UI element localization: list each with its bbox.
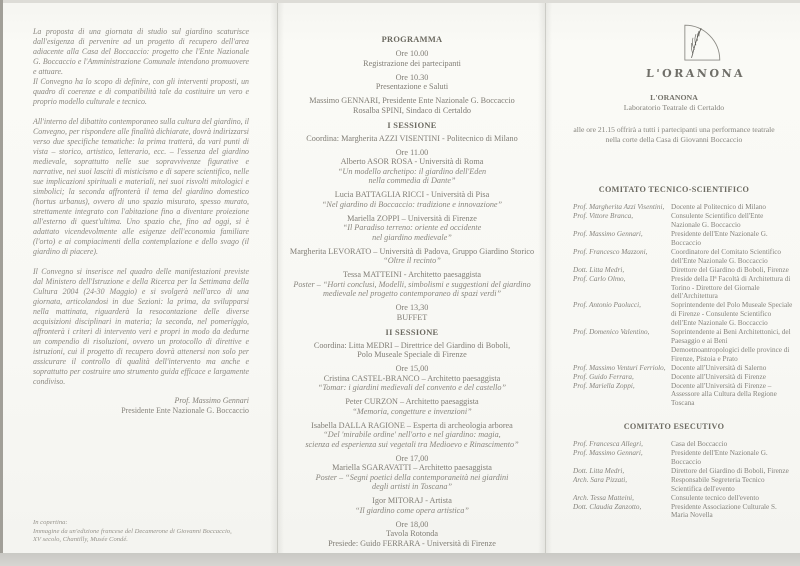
scan-edge-top	[0, 0, 800, 3]
committee-member-row	[554, 364, 794, 373]
program-line: “Tomar: i giardini medievali del convento e del castello”	[317, 383, 507, 392]
program-line: nel giardino medievale”	[372, 232, 452, 242]
cover-note-line1: Immagine da un'edizione francese del Decamerone di Giovanni Boccaccio,	[33, 527, 232, 535]
cover-note	[33, 519, 253, 545]
committee-member-role: Soprintendente ai Beni Architettonici, del Paesaggio e ai Beni Demoetnoantropologici delle province di Firenze, Pistoia e Prato	[671, 328, 791, 363]
program-line: Peter CURZON – Architetto paesaggista	[345, 397, 479, 406]
committee-member-row	[554, 382, 794, 409]
program-line: “Oltre il recinto”	[383, 256, 441, 265]
committee-member-role: Presidente dell'Ente Nazionale G. Boccaccio	[671, 230, 768, 247]
committee-member-role: Direttore del Giardino di Boboli, Firenze	[671, 265, 789, 274]
program-line: Tessa MATTEINI - Architetto paesaggista	[342, 270, 482, 279]
program-line: Polo Museale Speciale di Firenze	[357, 350, 467, 359]
committee-member-name: Prof. Margherita Azzi Visentini,	[573, 203, 665, 212]
committee-member-row	[554, 203, 794, 212]
committee-member-name: Prof. Massimo Gennari,	[573, 230, 643, 239]
committee-member-name: Prof. Guido Ferrara,	[573, 372, 634, 381]
committee-tecnico	[554, 185, 794, 408]
committee-member-row	[554, 266, 794, 275]
committee-member-row	[554, 212, 794, 230]
oranona-logo	[576, 22, 800, 82]
program-line: Tavola Rotonda	[386, 529, 438, 538]
program-line: Registrazione dei partecipanti	[363, 58, 461, 68]
oranona-note-line1: alle ore 21.15 offrirà a tutti i partecipanti una performance teatrale	[573, 125, 775, 135]
program-line: Ore 18,00	[395, 519, 429, 529]
committee-member-name: Arch. Sara Pizzati,	[573, 475, 628, 484]
committee-member-role: Soprintendente del Polo Museale Speciale di Firenze - Consulente Scientifico dell'Ente Nazionale G. Boccaccio	[671, 301, 793, 328]
oranona-name: L'ORANONA	[650, 93, 698, 102]
program-line: “Del 'mirabile ordine' nell'orto e nel giardino: magia,	[323, 430, 501, 439]
committee-member-role: Docente all'Università di Salerno	[671, 363, 767, 372]
program-line: Poster – “Segni poetici della contemporaneità nei giardini	[315, 472, 509, 482]
intro-paragraph: La proposta di una giornata di studio sul giardino scaturisce dall'esigenza di pervenire ad un progetto di recupero dell'area adiacente alla Casa del Boccaccio: progetto che l'Ente Nazionale G. Boccaccio e l'Amministrazione Comunale intendono promuovere e attuare.	[33, 27, 249, 76]
committee-member-row	[554, 248, 794, 266]
program-line: “Il Paradiso terreno: oriente ed occidente	[342, 223, 482, 232]
committee-esecutivo-title: COMITATO ESECUTIVO	[623, 422, 725, 432]
program-line: I SESSIONE	[387, 121, 437, 130]
program-line: Ore 13,30	[395, 303, 429, 312]
program-line: Mariella ZOPPI – Università di Firenze	[347, 213, 477, 223]
scan-edge-bottom	[0, 553, 800, 566]
committee-member-name: Prof. Massimo Venturi Ferriolo,	[573, 363, 666, 372]
committee-member-name: Prof. Vittore Branca,	[573, 212, 634, 221]
committee-member-name: Prof. Francesca Allegri,	[573, 440, 643, 449]
committee-member-name: Dott. Litta Medri,	[573, 466, 625, 475]
committee-member-name: Prof. Francesco Mazzoni,	[573, 247, 648, 256]
signature-name: Prof. Massimo Gennari	[174, 396, 249, 405]
intro-paragraph: Il Convegno ha lo scopo di definire, con gli interventi proposti, un quadro di coerenze e di compatibilità tale da costituire un vero e proprio modello culturale e tecnico.	[33, 77, 249, 106]
oranona-subtitle: Laboratorio Teatrale di Certaldo	[623, 102, 725, 112]
intro-panel	[33, 27, 249, 416]
signature	[33, 396, 249, 416]
committee-member-row	[554, 440, 794, 449]
committee-member-row	[554, 476, 794, 494]
program-line: Isabella DALLA RAGIONE – Esperta di archeologia arborea	[311, 420, 513, 430]
program-line: Poster – “Horti conclusi, Modelli, simbolismi e suggestioni del giardino	[293, 279, 531, 289]
program-line: Alberto ASOR ROSA - Università di Roma	[340, 157, 484, 166]
committee-member-role: Docente all'Università di Firenze	[671, 372, 766, 381]
program-line: “Il giardino come opera artistica”	[355, 505, 469, 515]
program-line: medievale nel progetto contemporaneo di spazi verdi”	[322, 289, 502, 298]
committee-member-row	[554, 467, 794, 476]
signature-role: Presidente Ente Nazionale G. Boccaccio	[121, 406, 249, 415]
program-line: Margherita LEVORATO – Università di Padova, Gruppo Giardino Storico	[289, 246, 535, 256]
program-line: Coordina: Margherita AZZI VISENTINI - Politecnico di Milano	[306, 133, 518, 143]
program-line: “Nel giardino di Boccaccio: tradizione e innovazione”	[321, 199, 503, 209]
program-line: II SESSIONE	[385, 328, 439, 337]
committee-member-name: Arch. Tessa Matteini,	[573, 493, 634, 502]
committee-member-row	[554, 373, 794, 382]
committee-member-role: Docente al Politecnico di Milano	[671, 203, 767, 212]
committee-esecutivo	[554, 422, 794, 520]
committee-member-role: Responsabile Segreteria Tecnico Scientifica dell'evento	[671, 475, 765, 493]
program-line: BUFFET	[396, 312, 428, 322]
program-line: scienza ed esperienza sui vegetali tra Medioevo e Rinascimento”	[305, 439, 519, 449]
committee-member-row	[554, 328, 794, 364]
program-line: Ore 11.00	[395, 147, 429, 157]
committee-member-name: Prof. Carlo Olmo,	[573, 274, 626, 283]
program-line: “Memoria, congetture e invenzioni”	[352, 406, 472, 416]
committee-member-name: Prof. Mariella Zoppi,	[573, 381, 635, 390]
program-line: Cristina CASTEL-BRANCO – Architetto paesaggista	[323, 373, 501, 383]
committee-member-row	[554, 449, 794, 467]
committee-member-row	[554, 494, 794, 503]
program-line: Igor MITORAJ - Artista	[372, 496, 452, 505]
program-line: “Un modello archetipo: il giardino dell'Eden	[337, 166, 487, 176]
cover-note-label: In copertina:	[33, 519, 68, 526]
program-line: Ore 10.00	[395, 49, 429, 58]
committee-member-row	[554, 301, 794, 328]
program-line: Rosalba SPINI, Sindaco di Certaldo	[352, 105, 472, 115]
committee-member-role: Presidente dell'Ente Nazionale G. Boccaccio	[671, 449, 768, 467]
intro-paragraph: Il Convegno si inserisce nel quadro delle manifestazioni previste dal Ministero dell'Istruzione e della Ricerca per la Settimana della Cultura 2004 (24-30 Maggio) e si svolgerà nell'arco di una giornata, articolandosi in due Sezioni: la prima, da svilupparsi nella mattinata, riguarderà la resocontazione delle diverse acquisizioni disciplinari in materia; la seconda, nel pomeriggio, affronterà i criteri di intervento veri e propri in modo da dedurne un compendio di risoluzioni, ovvero un protocollo di direttive e istruzioni, cui il progetto di recupero dovrà attenersi non solo per assicurare il controllo di qualità dell'intervento ma anche e soprattutto per costruire uno strumento guida efficace e largamente condiviso.	[33, 267, 249, 386]
oranona-performance-note	[554, 125, 794, 144]
committee-member-row	[554, 503, 794, 521]
right-panel	[554, 22, 794, 520]
committee-member-role: Coordinatore del Comitato Scientifico dell'Ente Nazionale G. Boccaccio	[671, 247, 781, 265]
committee-member-name: Prof. Antonio Paolucci,	[573, 301, 641, 310]
committee-member-row	[554, 230, 794, 248]
oranona-caption	[554, 93, 794, 112]
committee-member-role: Casa del Boccaccio	[671, 440, 728, 449]
intro-paragraph: All'interno del dibattito contemporaneo sulla cultura del giardino, il Convegno, per rispondere alle finalità dichiarate, dovrà indirizzarsi verso due specifiche tematiche: la prima tratterà, da vari punti di vista – storico, artistico, letterario, ecc. – l'essenza del giardino medievale, soprattutto nelle sue sopravvivenze figurative e narrative, nei suoi lasciti di misticismo e di sapere scientifico, nelle sue implicazioni spirituali e materiali, nei suoi risvolti mitologici e simbolici; la seconda affronterà il tema del giardino domestico (hortus urbanus), ovvero di uno spazio misurato, spesso murato, strettamente integrato con l'abitazione fino a diventare proiezione all'esterno di quest'ultima. Uno spazio che, fino ad oggi, si è adattato vicendevolmente alle esigenze dell'economia familiare (l'orto) e ai compiacimenti della contemplazione e dello svago (il giardino di piacere).	[33, 117, 249, 256]
committee-tecnico-list	[554, 203, 794, 408]
committee-member-name: Prof. Domenico Valentino,	[573, 328, 650, 337]
cover-note-line2: XV secolo, Chantilly, Musée Condé.	[33, 536, 128, 544]
committee-member-role: Direttore del Giardino di Boboli, Firenze	[671, 466, 789, 475]
committee-tecnico-title: COMITATO TECNICO-SCIENTIFICO	[598, 185, 750, 195]
committee-member-name: Dott. Litta Medri,	[573, 265, 625, 274]
committee-member-role: Consulente tecnico dell'evento	[671, 493, 759, 502]
program-line: Coordina: Litta MEDRI – Direttrice del Giardino di Boboli,	[313, 340, 511, 350]
oranona-logo-script: L'ORANONA	[646, 67, 746, 80]
committee-member-row	[554, 275, 794, 302]
program-line: Ore 17,00	[395, 453, 429, 463]
oranona-note-line2: nella corte della Casa di Giovanni Boccaccio	[605, 134, 743, 144]
program-line: PROGRAMMA	[381, 35, 443, 44]
program-line: Presiede: Guido FERRARA - Università di Firenze	[328, 538, 496, 548]
committee-member-name: Prof. Massimo Gennari,	[573, 449, 643, 458]
committee-member-role: Preside della IIª Facoltà di Architettura di Torino - Direttore del Giornale dell'Architettura	[671, 274, 791, 301]
scan-edge-left	[0, 0, 3, 566]
program-panel	[280, 29, 544, 548]
program-line: Ore 10.30	[395, 72, 429, 82]
program-line: Mariella SGARAVATTI – Architetto paesaggista	[332, 463, 492, 472]
committee-member-name: Dott. Claudia Zanzotto,	[573, 502, 642, 511]
committee-member-role: Consulente Scientifico dell'Ente Nazionale G. Boccaccio	[671, 212, 764, 230]
oranona-logo-icon	[670, 22, 722, 64]
committee-member-role: Docente all'Università di Firenze – Assessore alla Cultura della Regione Toscana	[671, 381, 777, 408]
program-line: degli artisti in Toscana”	[372, 482, 452, 491]
committee-member-role: Presidente Associazione Culturale S. Maria Novella	[671, 502, 777, 520]
program-line: Presentazione e Saluti	[375, 82, 449, 91]
program-line: Ore 15,00	[395, 364, 429, 373]
program-line: nella commedia di Dante”	[368, 176, 456, 185]
program-line: Massimo GENNARI, Presidente Ente Nazionale G. Boccaccio	[309, 96, 515, 105]
program-line: Lucia BATTAGLIA RICCI - Università di Pisa	[334, 190, 490, 199]
committee-esecutivo-list	[554, 440, 794, 520]
